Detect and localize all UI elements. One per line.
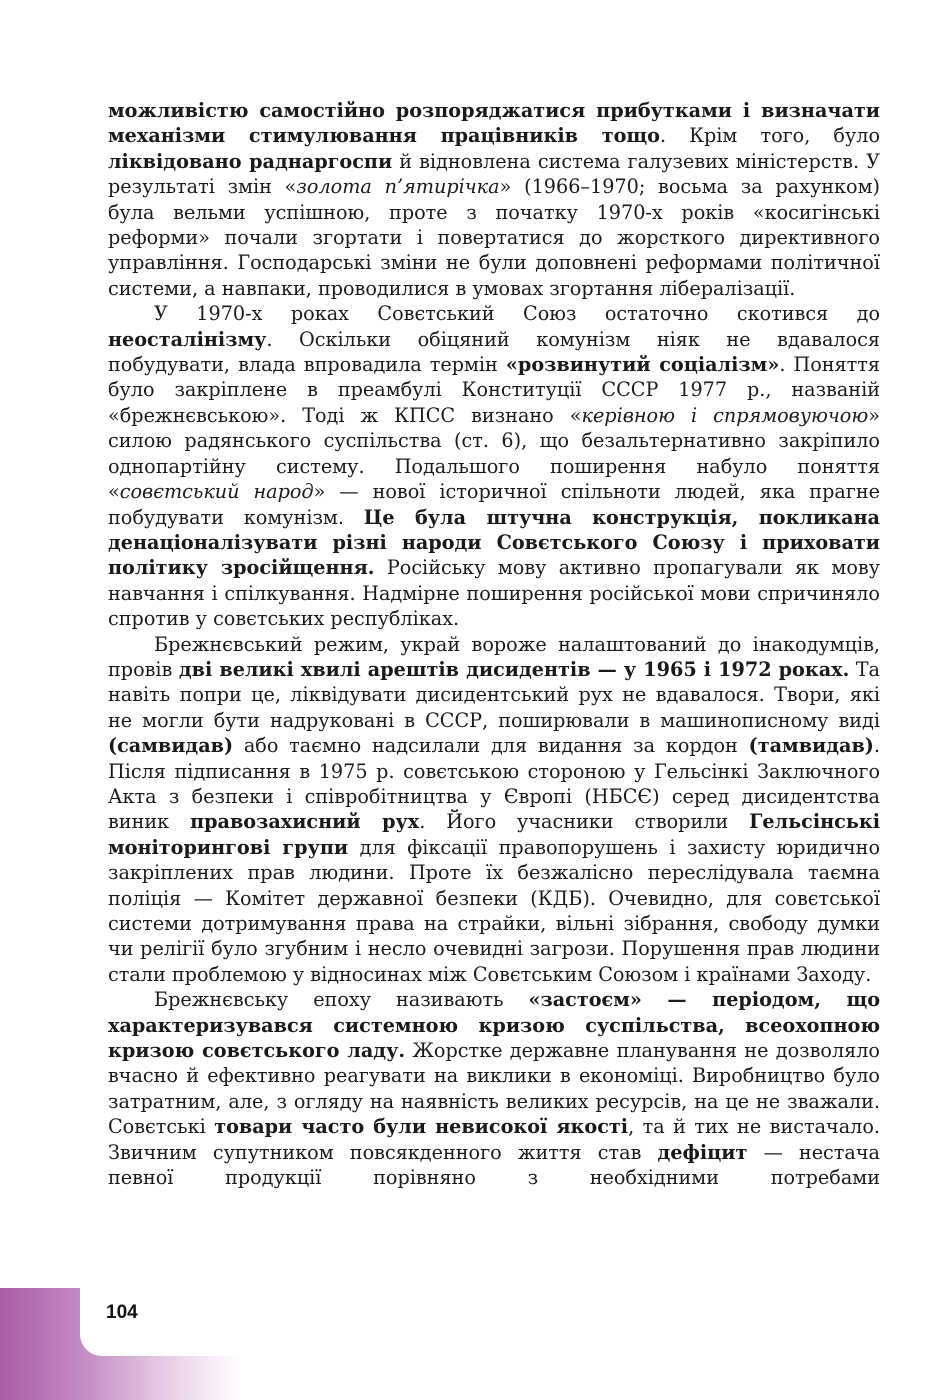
text-segment-normal: . Крім того, було (659, 124, 881, 148)
paragraph-4 (108, 987, 880, 1190)
text-segment-bold: товари часто були невисокої якості (214, 1115, 629, 1139)
text-segment-normal: » (1966–1970; восьма за рахунком) була вельми успішною, проте з початку 1970-х років «косигінські реформи» почали згортати і повертатися до жорсткого директивного управління. Господарські зміни не були доповнені реформами політичної системи, а навпаки, проводилися в умовах згортання лібералізації. (108, 175, 880, 300)
text-segment-bold: (самвидав) (108, 734, 234, 758)
text-segment-bold: (тамвидав) (748, 734, 874, 758)
text-segment-italic: совєтський народ (119, 480, 314, 504)
text-segment-normal: , та й тих не вистачало. Звичним супутником повсякденного життя став (108, 1115, 881, 1164)
text-segment-bold: Гельсінські моніторингові групи (108, 810, 880, 859)
text-segment-normal: Російську мову активно пропагували як мову навчання і спілкування. Надмірне поширення російської мови спричиняло спротив у совєтських республіках. (108, 556, 880, 631)
paragraph-1 (108, 98, 880, 301)
text-segment-normal: й відновлена система галузевих міністерств. У результаті змін « (108, 149, 880, 199)
paragraph-2 (108, 301, 880, 631)
text-segment-normal: . Після підписання в 1975 р. совєтською стороною у Гельсінкі Заключного Акта з безпеки і співробітництва у Європі (НБСЄ) серед дисидентства виник (108, 734, 880, 834)
text-segment-normal: або таємно надсилали для видання за кордон (233, 734, 749, 758)
text-segment-bold: неосталінізму (108, 327, 267, 351)
text-segment-bold: правозахисний рух (190, 810, 420, 834)
text-segment-bold: ліквідовано раднаргоспи (108, 149, 393, 173)
body-text (108, 98, 880, 1190)
text-segment-bold: «застоєм» — періодом, що характеризувався системною кризою суспільства, всеохопною кризою совєтського ладу. (108, 988, 880, 1063)
text-segment-normal: . Поняття було закріплене в преамбулі Конституції СССР 1977 р., названій «брежнєвською». Тоді ж КПСС визнано « (108, 353, 880, 427)
text-segment-normal: — нестача певної продукції порівняно з необхідними потребами (108, 1140, 880, 1190)
text-segment-normal: для фіксації правопорушень і захисту юридично закріплених прав людини. Проте їх безжалісно переслідувала таємна поліція — Комітет державної безпеки (КДБ). Очевидно, для совєтської системи дотримування права на страйки, вільні зібрання, свободу думки чи релігії було згубним і несло очевидні загрози. Порушення прав людини стали проблемою у відносинах між Совєтським Союзом і країнами Заходу. (108, 835, 880, 986)
text-segment-normal: Брежнєвську епоху називають (154, 988, 529, 1012)
text-segment-italic: золота п’ятирічка (296, 175, 500, 199)
text-segment-bold: можливістю самостійно розпоряджатися прибутками і визначати механізми стимулювання працівників тощо (108, 99, 880, 148)
text-segment-bold: дефіцит (657, 1140, 748, 1164)
paragraph-3 (108, 632, 880, 988)
text-segment-normal: Та навіть попри це, ліквідувати дисидентський рух не вдавалося. Твори, які не могли бути надруковані в СССР, поширювали в машинописному виді (108, 657, 880, 732)
text-segment-normal: Жорстке державне планування не дозволяло вчасно й ефективно реагувати на виклики в економіці. Виробництво було затратним, але, з огляду на наявність великих ресурсів, на це не зважали. Совєтські (108, 1039, 880, 1139)
text-segment-normal: » силою радянського суспільства (ст. 6), що безальтернативно закріпило однопартійну систему. Подальшого поширення набуло поняття « (108, 403, 880, 504)
text-segment-bold: дві великі хвилі арештів дисидентів — у 1965 і 1972 роках. (178, 657, 850, 681)
text-segment-normal: Брежнєвський режим, украй вороже налаштований до інакодумців, провів (108, 632, 880, 681)
page-number: 104 (106, 1302, 138, 1323)
text-segment-normal: У 1970-х роках Совєтський Союз остаточно скотився до (154, 302, 880, 326)
text-segment-normal: . Його учасники створили (419, 810, 750, 834)
text-segment-normal: . Оскільки обіцяний комунізм ніяк не вдавалося побудувати, влада впровадила термін (108, 327, 880, 377)
text-segment-bold: Це була штучна конструкція, покликана денаціоналізувати різні народи Совєтського Союзу і приховати політику зросійщення. (108, 505, 880, 580)
page-number-tab (80, 1288, 240, 1356)
text-segment-bold: «розвинутий соціалізм» (505, 353, 780, 377)
text-segment-italic: керівною і спрямовуючою (581, 403, 869, 427)
text-segment-normal: » — нової історичної спільноти людей, яка прагне побудувати комунізм. (108, 480, 880, 529)
